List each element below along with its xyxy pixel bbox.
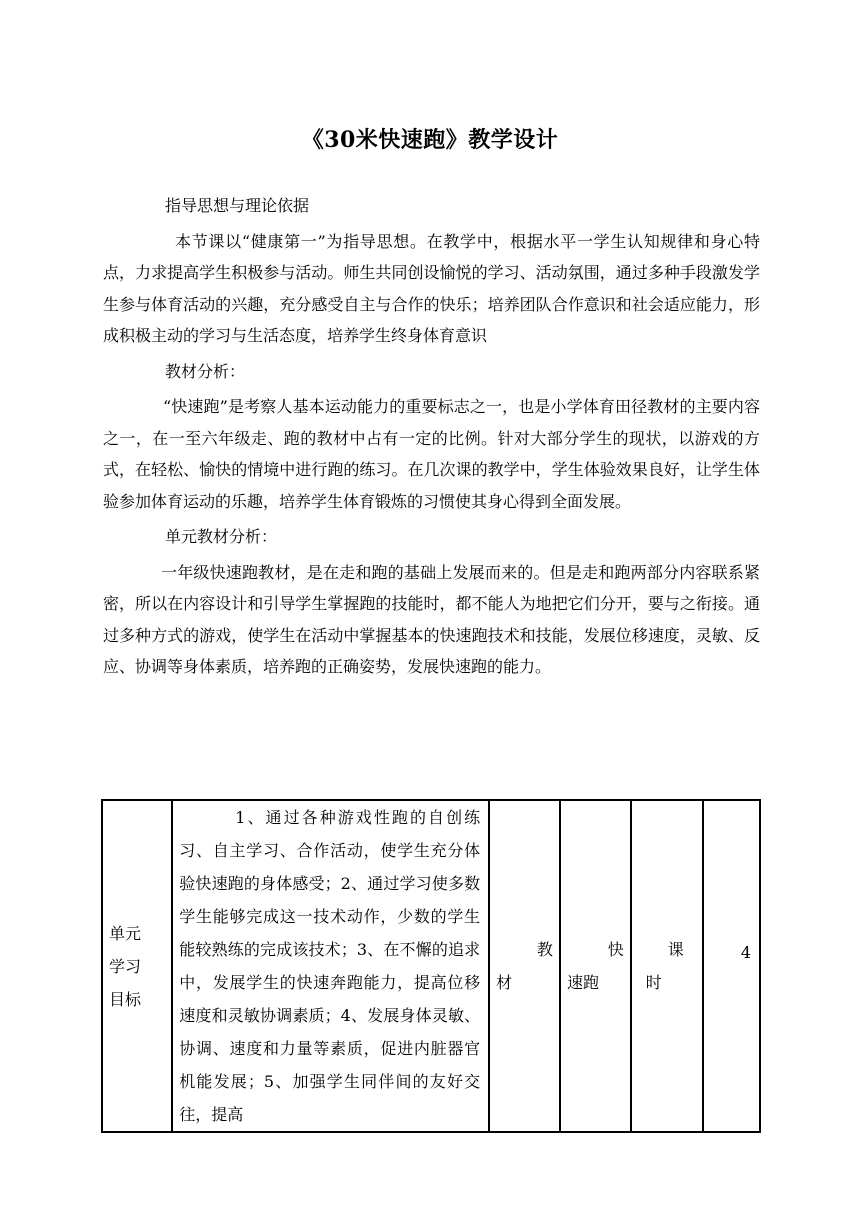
unit-objectives-label-cell [102, 800, 172, 1132]
section-paragraph: 本节课以“健康第一”为指导思想。在教学中，根据水平一学生认知规律和身心特点，力求提高学生积极参与活动。师生共同创设愉悦的学习、活动氛围，通过多种手段激发学生参与体育活动的兴趣，充分感受自主与合作的快乐；培养团队合作意识和社会适应能力，形成积极主动的学习与生活态度，培养学生终身体育意识 [103, 231, 760, 345]
hours-label-part1: 课 [667, 940, 684, 959]
unit-objectives-table [101, 799, 761, 1133]
objectives-text: 1、通过各种游戏性跑的自创练习、自主学习、合作活动，使学生充分体验快速跑的身体感受；2、通过学习使多数学生能够完成这一技术动作，少数的学生能较熟练的完成该技术；3、在不懈的追求中，发展学生的快速奔跑能力，提高位移速度和灵敏协调素质；4、发展身体灵敏、协调、速度和力量等素质，促进内脏器官机能发展；5、加强学生同伴间的友好交往，提高 [179, 808, 481, 1124]
objectives-cell [172, 800, 489, 1132]
document-title: 《30米快速跑》教学设计 [301, 127, 559, 153]
section-paragraph: 一年级快速跑教材，是在走和跑的基础上发展而来的。但是走和跑两部分内容联系紧密，所以在内容设计和引导学生掌握跑的技能时，都不能人为地把它们分开，要与之衔接。通过多种方式的游戏，使学生在活动中掌握基本的快速跑技术和技能，发展位移速度，灵敏、反应、协调等身体素质，培养跑的正确姿势，发展快速跑的能力。 [103, 562, 760, 676]
section-heading: 教材分析： [165, 361, 246, 381]
section-paragraph: “快速跑”是考察人基本运动能力的重要标志之一，也是小学体育田径教材的主要内容之一，在一至六年级走、跑的教材中占有一定的比例。针对大部分学生的现状，以游戏的方式，在轻松、愉快的情境中进行跑的练习。在几次课的教学中，学生体验效果良好，让学生体验参加体育运动的乐趣，培养学生体育锻炼的习惯使其身心得到全面发展。 [103, 397, 760, 511]
material-value-cell [560, 800, 631, 1132]
section-heading: 单元教材分析： [165, 527, 278, 546]
table-row [102, 800, 760, 1132]
material-label-cell [489, 800, 560, 1132]
material-label-part2: 材 [496, 973, 513, 992]
document-body [103, 190, 760, 687]
hours-label-part2: 时 [645, 973, 662, 992]
hours-label-cell [631, 800, 703, 1132]
hours-value: 4 [740, 942, 751, 962]
hours-value-cell [703, 800, 760, 1132]
material-value-part2: 速跑 [566, 973, 599, 992]
section-heading: 指导思想与理论依据 [165, 196, 310, 215]
material-label-part1: 教 [536, 940, 553, 959]
unit-objectives-label: 单元学习目标 [109, 923, 142, 1009]
material-value-part1: 快 [607, 940, 624, 959]
